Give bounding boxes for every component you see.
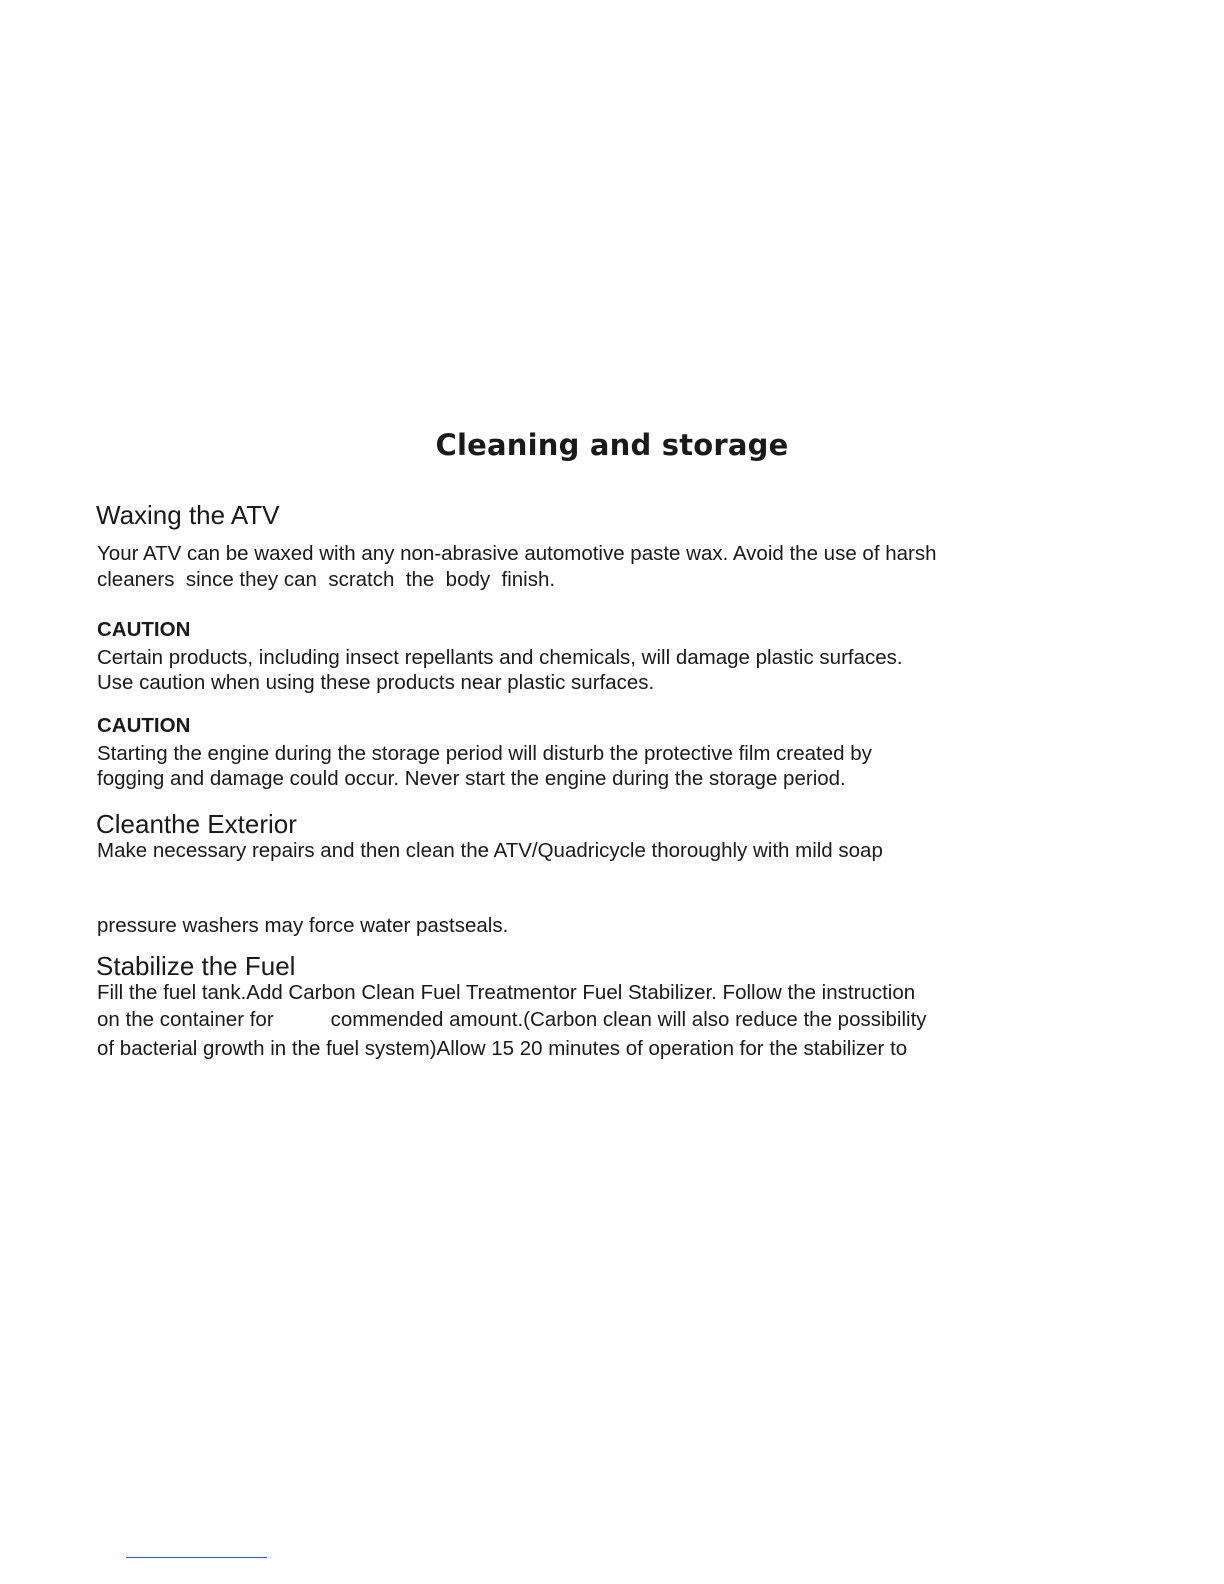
caution-2-text-line-1: Starting the engine during the storage period will disturb the protective film created by (97, 742, 872, 765)
caution-label-2: CAUTION (97, 714, 191, 737)
footer-rule (126, 1557, 267, 1558)
page-title: Cleaning and storage (435, 428, 789, 462)
waxing-text-line-1: Your ATV can be waxed with any non-abrasive automotive paste wax. Avoid the use of harsh (97, 542, 937, 565)
fuel-text-line-3: of bacterial growth in the fuel system)Allow 15 20 minutes of operation for the stabilizer to (97, 1037, 908, 1060)
waxing-text-line-2: cleaners since they can scratch the body finish. (97, 568, 556, 591)
section-heading-waxing: Waxing the ATV (96, 500, 280, 530)
fuel-text-line-2: on the container for commended amount.(Carbon clean will also reduce the possibility (97, 1008, 927, 1031)
exterior-text-line-2: pressure washers may force water pastseals. (97, 914, 509, 937)
section-heading-fuel: Stabilize the Fuel (96, 951, 296, 981)
caution-1-text-line-1: Certain products, including insect repellants and chemicals, will damage plastic surfaces. (97, 646, 903, 669)
fuel-text-line-1: Fill the fuel tank.Add Carbon Clean Fuel Treatmentor Fuel Stabilizer. Follow the instruction (97, 981, 916, 1004)
caution-label-1: CAUTION (97, 618, 191, 641)
caution-2-text-line-2: fogging and damage could occur. Never start the engine during the storage period. (97, 767, 846, 790)
exterior-text-line-1: Make necessary repairs and then clean the ATV/Quadricycle thoroughly with mild soap (97, 839, 883, 862)
caution-1-text-line-2: Use caution when using these products near plastic surfaces. (97, 671, 655, 694)
section-heading-exterior: Cleanthe Exterior (96, 809, 297, 839)
